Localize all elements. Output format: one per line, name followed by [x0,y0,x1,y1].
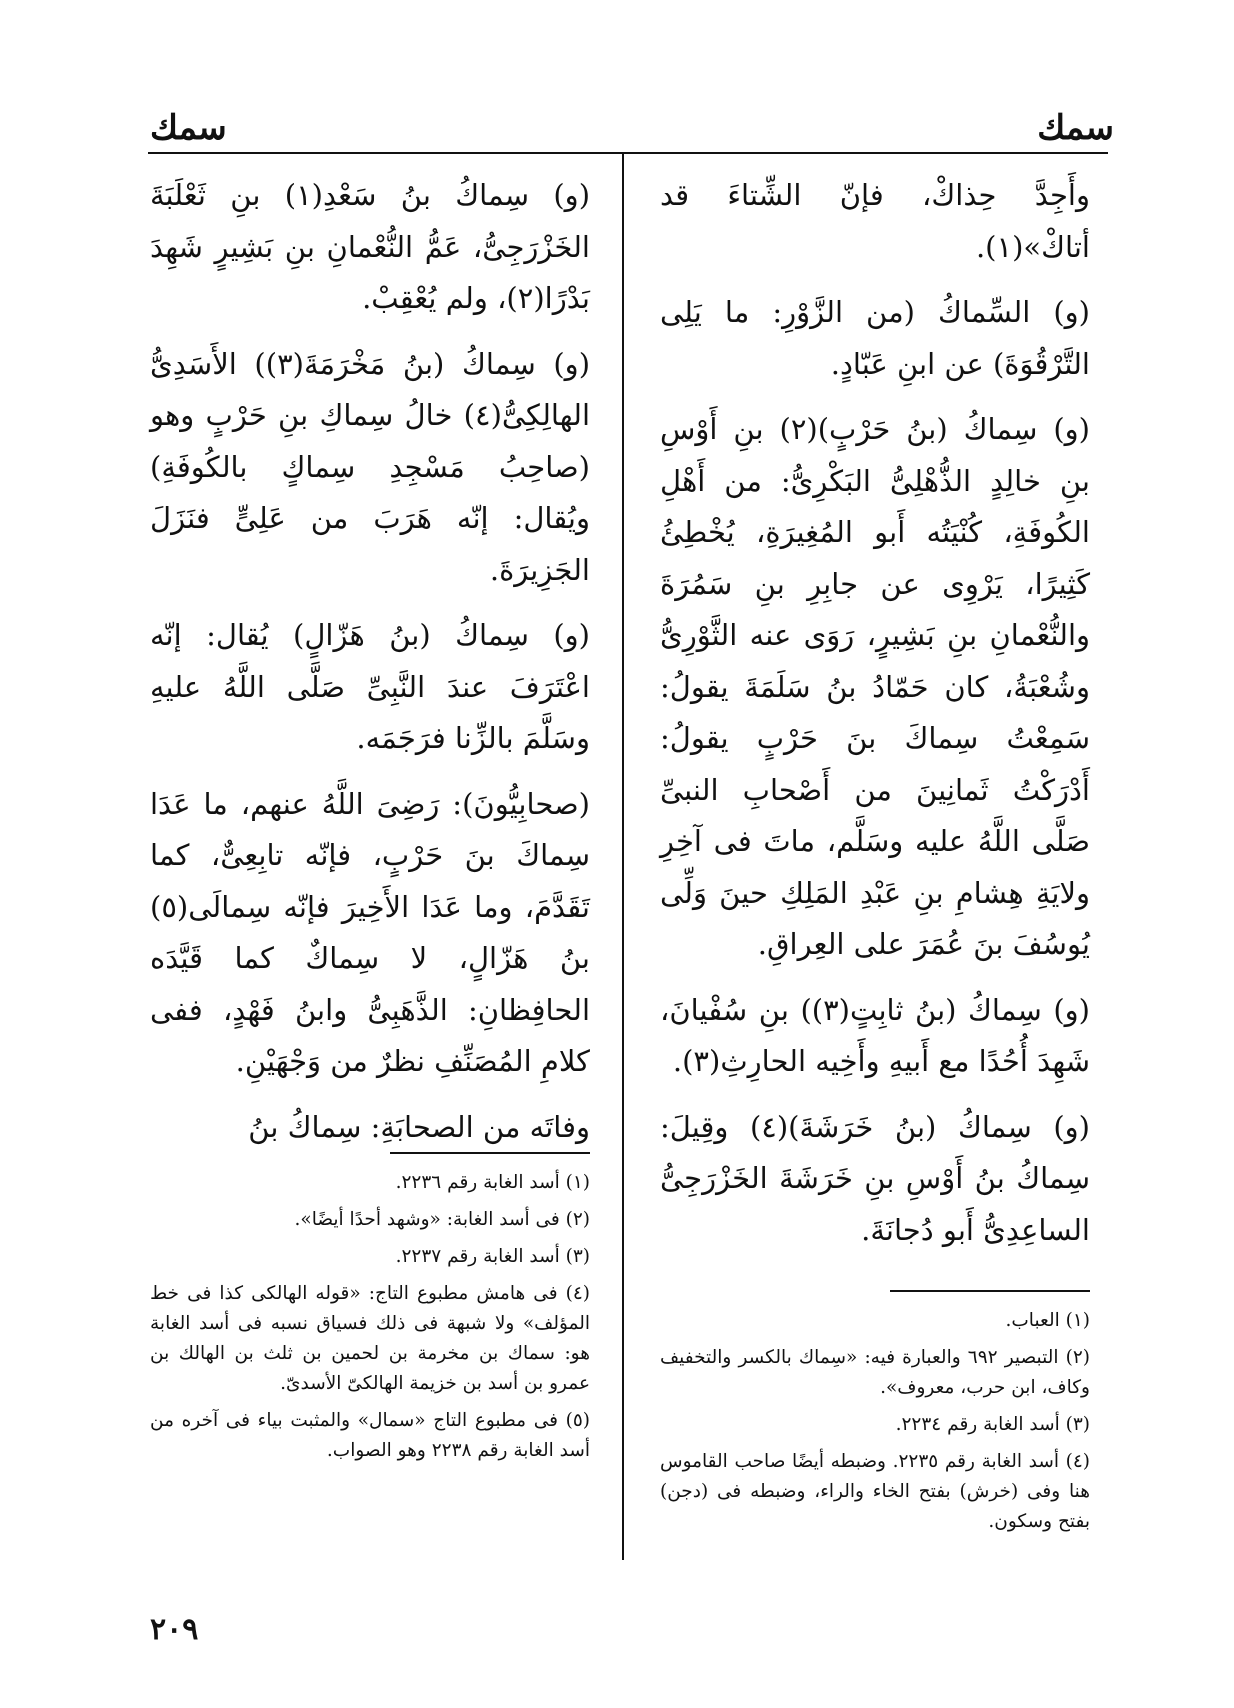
entry-paragraph: وأَجِدَّ حِذاكْ، فإنّ الشِّتاءَ قد أتاكْ»(١). [660,178,1090,264]
right-footnotes [660,1290,1090,1544]
header-rule [148,152,1108,154]
column-divider [622,152,624,1560]
page-number: ٢٠٩ [150,1612,199,1647]
footnote-rule [390,1152,590,1154]
entry-paragraph: (و) سِماكُ (بنُ هَزّالٍ) يُقال: إنّه اعْتَرَفَ عندَ النَّبِىِّ صَلَّى اللَّهُ عليهِ وسَلَّمَ بالزِّنا فرَجَمَه. [150,618,590,755]
footnote: (٢) التبصير ٦٩٢ والعبارة فيه: «سِماك بالكسر والتخفيف وكاف، ابن حرب، معروف». [660,1347,1090,1398]
header-entry-word-left: سمك [150,108,227,148]
entry-paragraph: (صحابِيُّونَ): رَضِىَ اللَّهُ عنهم، ما عَدَا سِماكَ بنَ حَرْبٍ، فإنّه تابِعِىٌّ، كما تَقَدَّمَ، وما عَدَا الأَخِيرَ فإنّه سِمالَى(٥) بنُ هَزّالٍ، لا سِماكٌ كما قَيَّدَه الحافِظانِ: الذَّهَبِىُّ وابنُ فَهْدٍ، ففى كلامِ المُصَنِّفِ نظرٌ من وَجْهَيْنِ. [150,786,590,1078]
entry-paragraph: (و) سِماكُ بنُ سَعْدِ(١) بنِ ثَعْلَبَةَ الخَزْرَجِىُّ، عَمُّ النُّعْمانِ بنِ بَشِيرٍ شَهِدَ بَدْرًا(٢)، ولم يُعْقِبْ. [150,178,591,315]
footnote: (٣) أسد الغابة رقم ٢٢٣٤. [895,1414,1090,1435]
footnote: (١) أسد الغابة رقم ٢٢٣٦. [395,1172,590,1193]
footnote: (٢) فى أسد الغابة: «وشهد أحدًا أيضًا». [294,1209,590,1230]
left-footnotes [150,1152,590,1473]
footnote: (٥) فى مطبوع التاج «سمال» والمثبت بياء فى آخره من أسد الغابة رقم ٢٢٣٨ وهو الصواب. [150,1410,590,1461]
left-column [150,170,590,1167]
header-entry-word-right: سمك [1037,108,1114,148]
footnote: (١) العباب. [1005,1310,1090,1331]
footnote: (٤) أسد الغابة رقم ٢٢٣٥. وضبطه أيضًا صاحب القاموس هنا وفى (خرش) بفتح الخاء والراء، وضبطه فى (دجن) بفتح وسكون. [660,1451,1090,1532]
right-column [660,170,1090,1270]
footnote-rule [890,1290,1090,1292]
entry-paragraph: (و) سِماكُ (بنُ ثابِتٍ(٣)) بنِ سُفْيانَ، شَهِدَ أُحُدًا مع أَبيهِ وأَخِيه الحارِثِ(٣). [660,992,1090,1078]
entry-paragraph: (و) سِماكُ (بنُ خَرَشَةَ)(٤) وقِيلَ: سِماكُ بنُ أَوْسِ بنِ خَرَشَةَ الخَزْرَجِىُّ الساعِدِىُّ أَبو دُجانَةَ. [660,1109,1090,1247]
entry-paragraph: (و) السِّماكُ (من الزَّوْرِ: ما يَلِى التَّرْقُوَةَ) عن ابنِ عَبّادٍ. [660,295,1090,381]
entry-paragraph: (و) سِماكُ (بنُ حَرْبٍ)(٢) بنِ أَوْسِ بنِ خالِدٍ الذُّهْلِىُّ البَكْرِىُّ: من أَهْلِ الكُوفَةِ، كُنْيَتُه أَبو المُغِيرَةِ، يُخْطِئُ كَثِيرًا، يَرْوِى عن جابِرِ بنِ سَمُرَةَ والنُّعْمانِ بنِ بَشِيرٍ، رَوَى عنه الثَّوْرِىُّ وشُعْبَةُ، كان حَمّادُ بنُ سَلَمَةَ يقولُ: سَمِعْتُ سِماكَ بنَ حَرْبٍ يقولُ: أَدْرَكْتُ ثَمانِينَ من أَصْحابِ النبىِّ صَلَّى اللَّهُ عليه وسَلَّم، ماتَ فى آخِرِ ولايَةِ هِشامِ بنِ عَبْدِ المَلِكِ حينَ وَلِّى يُوسُفَ بنَ عُمَرَ على العِراقِ. [660,412,1090,961]
entry-paragraph: وفاتَه من الصحابَةِ: سِماكُ بنُ [248,1109,590,1144]
footnote: (٣) أسد الغابة رقم ٢٢٣٧. [395,1246,590,1267]
footnote: (٤) فى هامش مطبوع التاج: «قوله الهالكى كذا فى خط المؤلف» ولا شبهة فى ذلك فسياق نسبه فى أسد الغابة هو: سماك بن مخرمة بن لحمين بن ثلث بن الهالك بن عمرو بن أسد بن خزيمة الهالكىّ الأسدىّ. [150,1283,590,1394]
entry-paragraph: (و) سِماكُ (بنُ مَخْرَمَةَ(٣)) الأَسَدِىُّ الهالِكِىُّ(٤) خالُ سِماكِ بنِ حَرْبٍ وهو (صاحِبُ مَسْجِدِ سِماكٍ بالكُوفَةِ) ويُقال: إنّه هَرَبَ من عَلِىٍّ فنَزَلَ الجَزِيرَةَ. [150,346,591,587]
